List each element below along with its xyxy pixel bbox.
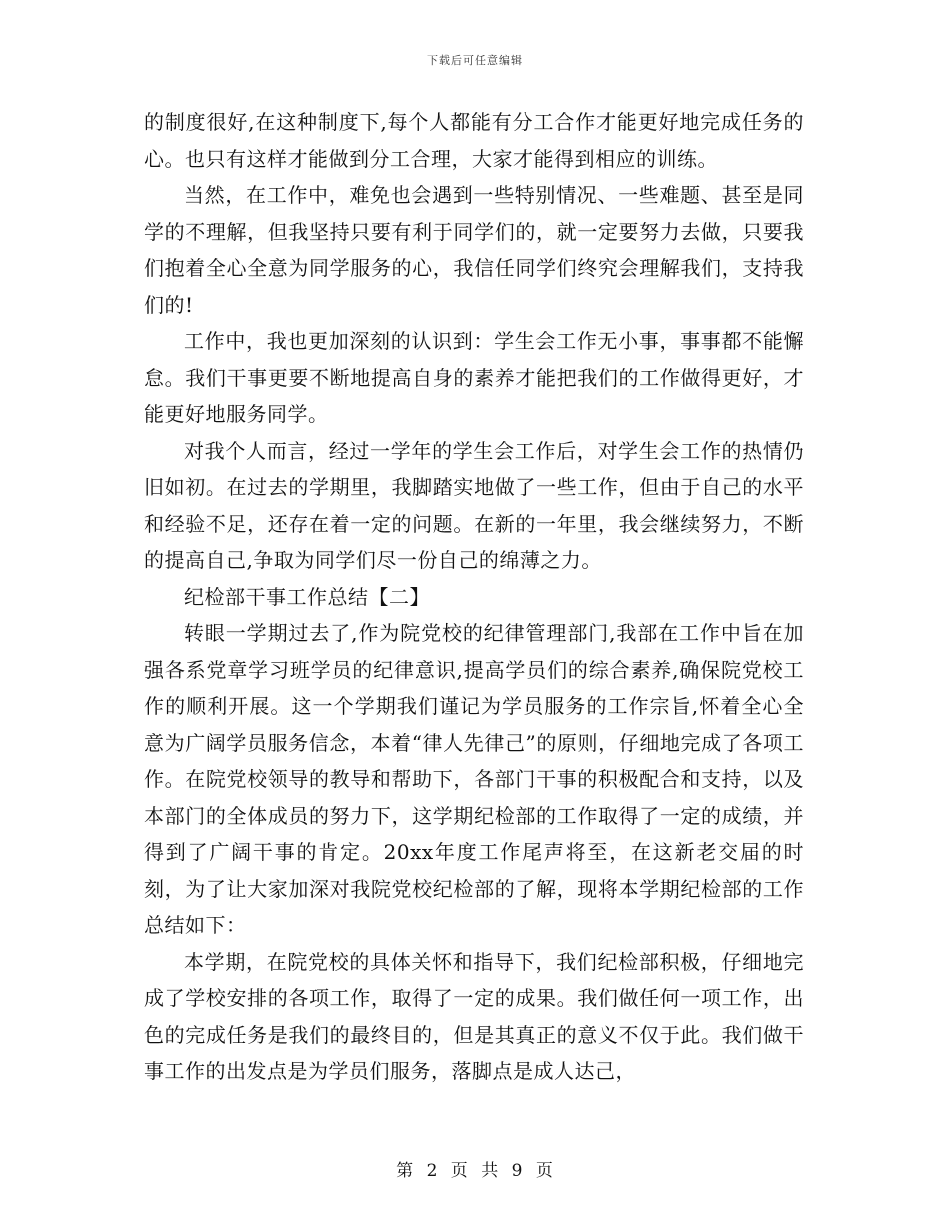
paragraph-1: 的制度很好,在这种制度下,每个人都能有分工合作才能更好地完成任务的心。也只有这样才能做到分工合理，大家才能得到相应的训练。 xyxy=(144,110,804,171)
paragraph-6: 本学期，在院党校的具体关怀和指导下，我们纪检部积极，仔细地完成了学校安排的各项工作，取得了一定的成果。我们做任何一项工作，出色的完成任务是我们的最终目的，但是其真正的意义不仅于此。我们做干事工作的出发点是为学员们服务，落脚点是成人达己， xyxy=(144,949,804,1083)
document-body xyxy=(144,104,804,1090)
paragraph-5: 转眼一学期过去了,作为院党校的纪律管理部门,我部在工作中旨在加强各系党章学习班学员的纪律意识,提高学员们的综合素养,确保院党校工作的顺利开展。这一个学期我们谨记为学员服务的工作宗旨,怀着全心全意为广阔学员服务信念，本着“律人先律己”的原则，仔细地完成了各项工作。在院党校领导的教导和帮助下，各部门干事的积极配合和支持，以及本部门的全体成员的努力下，这学期纪检部的工作取得了一定的成绩，并得到了广阔干事的肯定。20xx年度工作尾声将至，在这新老交届的时刻，为了让大家加深对我院党校纪检部的了解，现将本学期纪检部的工作总结如下： xyxy=(144,621,804,937)
paragraph-3: 工作中，我也更加深刻的认识到：学生会工作无小事，事事都不能懈怠。我们干事更要不断地提高自身的素养才能把我们的工作做得更好，才能更好地服务同学。 xyxy=(144,329,804,426)
section-heading: 纪检部干事工作总结【二】 xyxy=(184,584,430,609)
paragraph-2: 当然，在工作中，难免也会遇到一些特别情况、一些难题、甚至是同学的不理解，但我坚持只要有利于同学们的，就一定要努力去做，只要我们抱着全心全意为同学服务的心，我信任同学们终究会理解我们，支持我们的! xyxy=(144,183,804,317)
paragraph-4: 对我个人而言，经过一学年的学生会工作后，对学生会工作的热情仍旧如初。在过去的学期里，我脚踏实地做了一些工作，但由于自己的水平和经验不足，还存在着一定的问题。在新的一年里，我会继续努力，不断的提高自己,争取为同学们尽一份自己的绵薄之力。 xyxy=(144,438,804,572)
page-number: 第 2 页 共 9 页 xyxy=(396,1161,554,1181)
page-header: 下载后可任意编辑 xyxy=(427,54,523,67)
